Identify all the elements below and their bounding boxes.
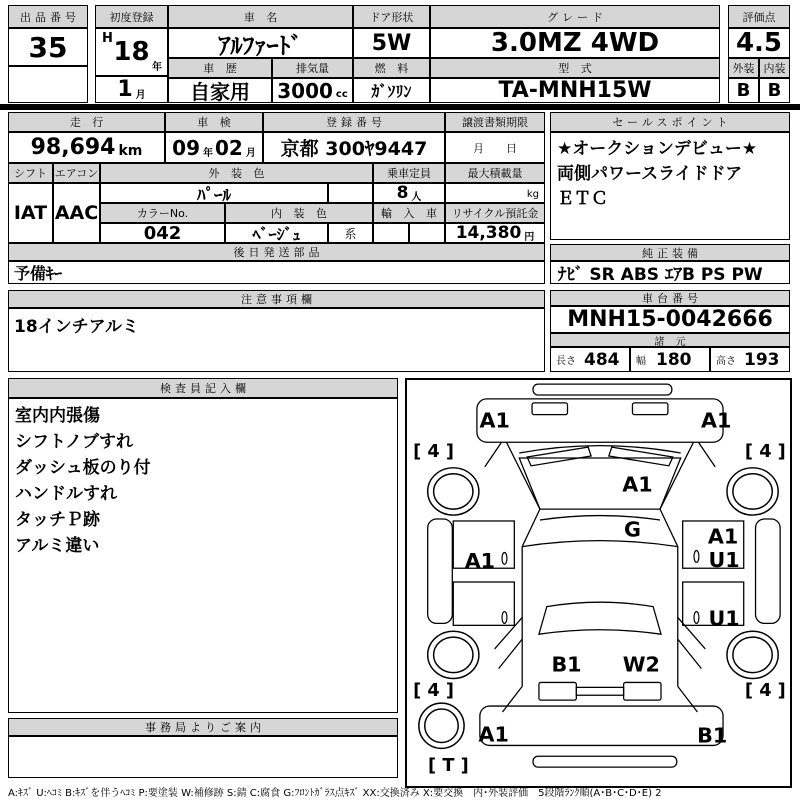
capacity-header: 乗車定員 [373, 163, 445, 183]
import-car-header: 輸 入 車 [373, 203, 445, 223]
ext-color-value: ﾊﾟｰﾙ [100, 183, 328, 203]
aircon-header: エアコン [53, 163, 100, 183]
door-shape-header: ドア形状 [353, 5, 430, 28]
displacement-number: 3000 [277, 78, 333, 103]
spec-length-label: 長さ [556, 356, 576, 367]
mileage-unit: km [118, 142, 143, 159]
mark-door-front-left: A1 [464, 549, 496, 574]
mark-tire-front-left: [ 4 ] [413, 441, 455, 462]
fuel-value: ｶﾞｿﾘﾝ [353, 78, 430, 103]
displacement-unit: cc [335, 89, 348, 100]
mileage-value [8, 132, 165, 163]
transfer-docs-value: 月 日 [445, 132, 545, 163]
inspector-note-line: アルミ違い [15, 536, 100, 556]
interior-grade-value: B [759, 78, 790, 103]
max-load-value: kg [445, 183, 545, 203]
inspector-notes-box [8, 398, 398, 713]
sales-point-line: 両側パワースライドドア [557, 164, 743, 184]
transfer-docs-header: 譲渡書類期限 [445, 112, 545, 132]
recycle-fee-value [445, 223, 545, 243]
exterior-grade-header: 外装 [728, 58, 759, 78]
sales-point-line: ＥＴＣ [557, 189, 608, 209]
mark-front-bumper-left: A1 [479, 408, 510, 433]
first-reg-year: 18 [113, 37, 150, 67]
displacement-value [272, 78, 353, 103]
sales-points-header: セールスポイント [550, 112, 790, 132]
max-load-header: 最大積載量 [445, 163, 545, 183]
spec-height-cell [710, 347, 790, 372]
shift-value: IAT [8, 183, 53, 243]
capacity-unit: 人 [411, 191, 422, 203]
month-unit: 月 [135, 90, 146, 101]
score-value: 4.5 [728, 28, 790, 58]
shaken-value [165, 132, 263, 163]
spec-length-cell [550, 347, 630, 372]
office-box [8, 736, 398, 778]
model-code-header: 型 式 [430, 58, 720, 78]
grade-value: 3.0MZ 4WD [430, 28, 720, 58]
later-parts-value: 予備ｷｰ [8, 261, 545, 284]
history-header: 車 歴 [168, 58, 272, 78]
mark-tire-rear-right: [ 4 ] [744, 681, 786, 702]
mark-tire-front-right: [ 4 ] [744, 441, 786, 462]
car-name-value: ｱﾙﾌｧｰﾄﾞ [168, 28, 353, 58]
exterior-grade-value: B [728, 78, 759, 103]
inspector-note-line: ダッシュ板のり付 [15, 458, 151, 478]
capacity-number: 8 [396, 183, 409, 203]
interior-grade-header: 内装 [759, 58, 790, 78]
mark-windshield: A1 [622, 472, 653, 497]
spec-width-cell [630, 347, 710, 372]
oem-equip-value: ﾅﾋﾞ SR ABS ｴｱB PS PW [550, 261, 790, 284]
door-shape-value: 5W [353, 28, 430, 58]
recycle-fee-header: リサイクル預託金 [445, 203, 545, 223]
auction-no-empty-cell [8, 66, 88, 103]
door-handles [502, 551, 699, 624]
mark-rear-bumper-left: A1 [478, 722, 509, 747]
mark-tire-rear-left: [ 4 ] [413, 681, 455, 702]
chassis-no-value: MNH15-0042666 [550, 306, 790, 333]
inspector-note-line: シフトノブすれ [15, 432, 133, 452]
spec-length-value: 484 [584, 349, 620, 370]
chassis-no-header: 車台番号 [550, 290, 790, 306]
fuel-header: 燃 料 [353, 58, 430, 78]
inspector-note-line: ハンドルすれ [15, 484, 117, 504]
damage-marks [465, 408, 740, 747]
shaken-month: 02 [215, 135, 243, 160]
sales-points-box [550, 132, 790, 240]
shift-header: シフト [8, 163, 53, 183]
reg-no-value: 京都 300ﾔ9447 [263, 132, 445, 163]
caution-value: 18インチアルミ [8, 308, 545, 372]
int-color-header: 内 装 色 [225, 203, 373, 223]
inspector-header: 検査員記入欄 [8, 378, 398, 398]
auction-no-header: 出品番号 [8, 5, 88, 28]
spec-width-value: 180 [656, 349, 692, 370]
shaken-year-unit: 年 [203, 148, 213, 159]
mark-rear-bumper-right: B1 [697, 723, 728, 748]
displacement-header: 排気量 [272, 58, 353, 78]
specs-header: 諸 元 [550, 333, 790, 347]
oem-equip-header: 純正装備 [550, 244, 790, 261]
mark-door-rear-right: U1 [708, 606, 740, 631]
later-parts-header: 後日発送部品 [8, 243, 545, 261]
sales-point-line: ★オークションデビュー★ [557, 139, 758, 159]
legend-line: A:ｷｽﾞ U:ﾍｺﾐ B:ｷｽﾞを伴うﾍｺﾐ P:要塗装 W:補修跡 S:錆 C:腐食 G:ﾌﾛﾝﾄｶﾞﾗｽ点ｷｽﾞ XX:交換済み X:要交換 内･外装評価 5段階ﾗﾝｸ順(A･B･C･D･E) 2 [8, 788, 662, 799]
car-outline [428, 384, 780, 767]
office-header: 事務局よりご案内 [8, 718, 398, 736]
spec-height-value: 193 [744, 349, 780, 370]
era-mark: H [102, 31, 113, 46]
shaken-month-unit: 月 [245, 148, 256, 159]
shaken-header: 車 検 [165, 112, 263, 132]
spec-height-label: 高さ [716, 356, 736, 367]
first-reg-month-cell [95, 76, 168, 103]
auction-no-value: 35 [8, 28, 88, 66]
car-name-header: 車 名 [168, 5, 353, 28]
mark-spare-tire: [ T ] [428, 756, 469, 777]
capacity-value [373, 183, 445, 203]
import-car-value [373, 223, 409, 243]
int-color-suffix: 系 [328, 223, 373, 243]
damage-diagram [408, 381, 789, 785]
inspector-note-line: タッチＰ跡 [15, 510, 100, 530]
grade-header: グレード [430, 5, 720, 28]
int-color-value: ﾍﾞｰｼﾞｭ [225, 223, 328, 243]
caution-header: 注意事項欄 [8, 290, 545, 308]
inspector-note-line: 室内内張傷 [15, 406, 100, 426]
mark-door-front-right-b: U1 [708, 548, 740, 573]
color-no-header: カラーNo. [100, 203, 225, 223]
color-no-value: 042 [100, 223, 225, 243]
mark-tailgate-right: W2 [622, 652, 660, 677]
recycle-fee-unit: 円 [524, 231, 535, 243]
aircon-value: AAC [53, 183, 100, 243]
mark-front-bumper-right: A1 [700, 408, 732, 433]
spec-width-label: 幅 [636, 356, 646, 367]
mark-roof-front: G [623, 517, 641, 542]
reg-no-header: 登録番号 [263, 112, 445, 132]
mark-door-front-right-a: A1 [707, 524, 739, 549]
import-car-empty-cell [409, 223, 445, 243]
score-header: 評価点 [728, 5, 790, 28]
mileage-header: 走 行 [8, 112, 165, 132]
ext-color-empty-cell [328, 183, 373, 203]
mark-tailgate-left: B1 [551, 652, 582, 677]
year-unit: 年 [152, 62, 162, 73]
section-divider [0, 104, 800, 110]
shaken-year: 09 [172, 135, 200, 160]
mileage-number: 98,694 [30, 135, 116, 160]
first-reg-year-cell [95, 28, 168, 76]
damage-diagram-box [405, 378, 792, 788]
first-reg-month: 1 [117, 77, 133, 102]
recycle-fee-number: 14,380 [455, 223, 522, 243]
first-reg-header: 初度登録 [95, 5, 168, 28]
model-code-value: TA-MNH15W [430, 78, 720, 103]
ext-color-header: 外 装 色 [100, 163, 373, 183]
history-value: 自家用 [168, 78, 272, 103]
